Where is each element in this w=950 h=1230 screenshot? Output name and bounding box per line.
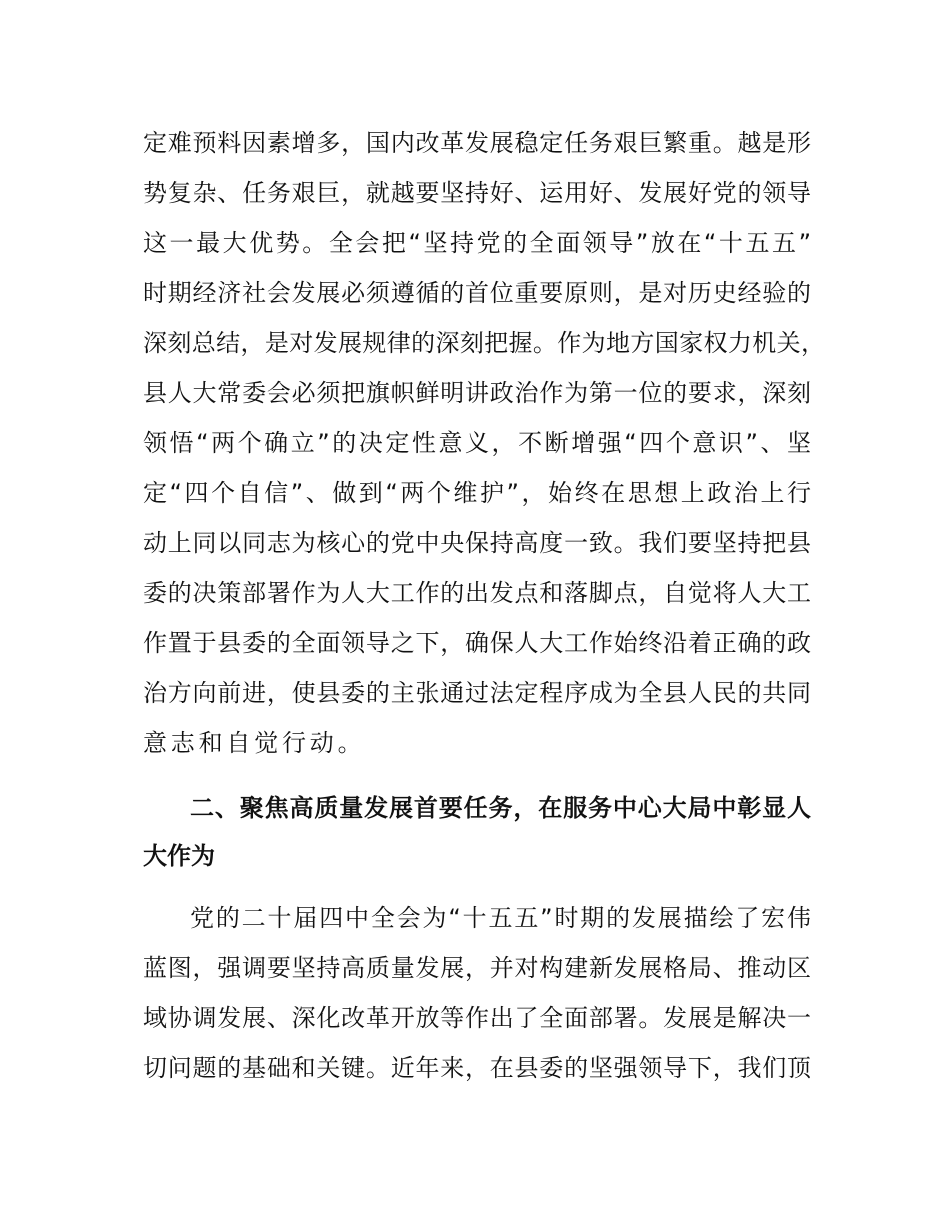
text-line: 时期经济社会发展必须遵循的首位重要原则，是对历史经验的 xyxy=(143,279,811,307)
text-line: 深刻总结，是对发展规律的深刻把握。作为地方国家权力机关， xyxy=(143,329,825,357)
text-line: 蓝图，强调要坚持高质量发展，并对构建新发展格局、推动区 xyxy=(143,954,811,982)
text-line: 动上同以同志为核心的党中央保持高度一致。我们要坚持把县 xyxy=(143,529,811,557)
text-line: 域协调发展、深化改革开放等作出了全面部署。发展是解决一 xyxy=(143,1004,811,1032)
text-line: 党的二十届四中全会为“十五五”时期的发展描绘了宏伟 xyxy=(190,904,811,932)
text-line: 委的决策部署作为人大工作的出发点和落脚点，自觉将人大工 xyxy=(143,579,811,607)
text-line: 治方向前进，使县委的主张通过法定程序成为全县人民的共同 xyxy=(143,679,811,707)
text-line: 意志和自觉行动。 xyxy=(143,729,366,757)
heading-line: 大作为 xyxy=(143,842,215,870)
text-line: 领悟“两个确立”的决定性意义，不断增强“四个意识”、坚 xyxy=(143,429,811,457)
text-line: 势复杂、任务艰巨，就越要坚持好、运用好、发展好党的领导 xyxy=(143,179,811,207)
text-line: 定难预料因素增多，国内改革发展稳定任务艰巨繁重。越是形 xyxy=(143,129,811,157)
text-line: 切问题的基础和关键。近年来，在县委的坚强领导下，我们顶 xyxy=(143,1054,811,1082)
text-line: 县人大常委会必须把旗帜鲜明讲政治作为第一位的要求，深刻 xyxy=(143,379,811,407)
text-line: 作置于县委的全面领导之下，确保人大工作始终沿着正确的政 xyxy=(143,629,811,657)
text-line: 定“四个自信”、做到“两个维护”，始终在思想上政治上行 xyxy=(143,479,811,507)
heading-line: 二、聚焦高质量发展首要任务，在服务中心大局中彰显人 xyxy=(190,794,811,822)
text-line: 这一最大优势。全会把“坚持党的全面领导”放在“十五五” xyxy=(143,229,811,257)
